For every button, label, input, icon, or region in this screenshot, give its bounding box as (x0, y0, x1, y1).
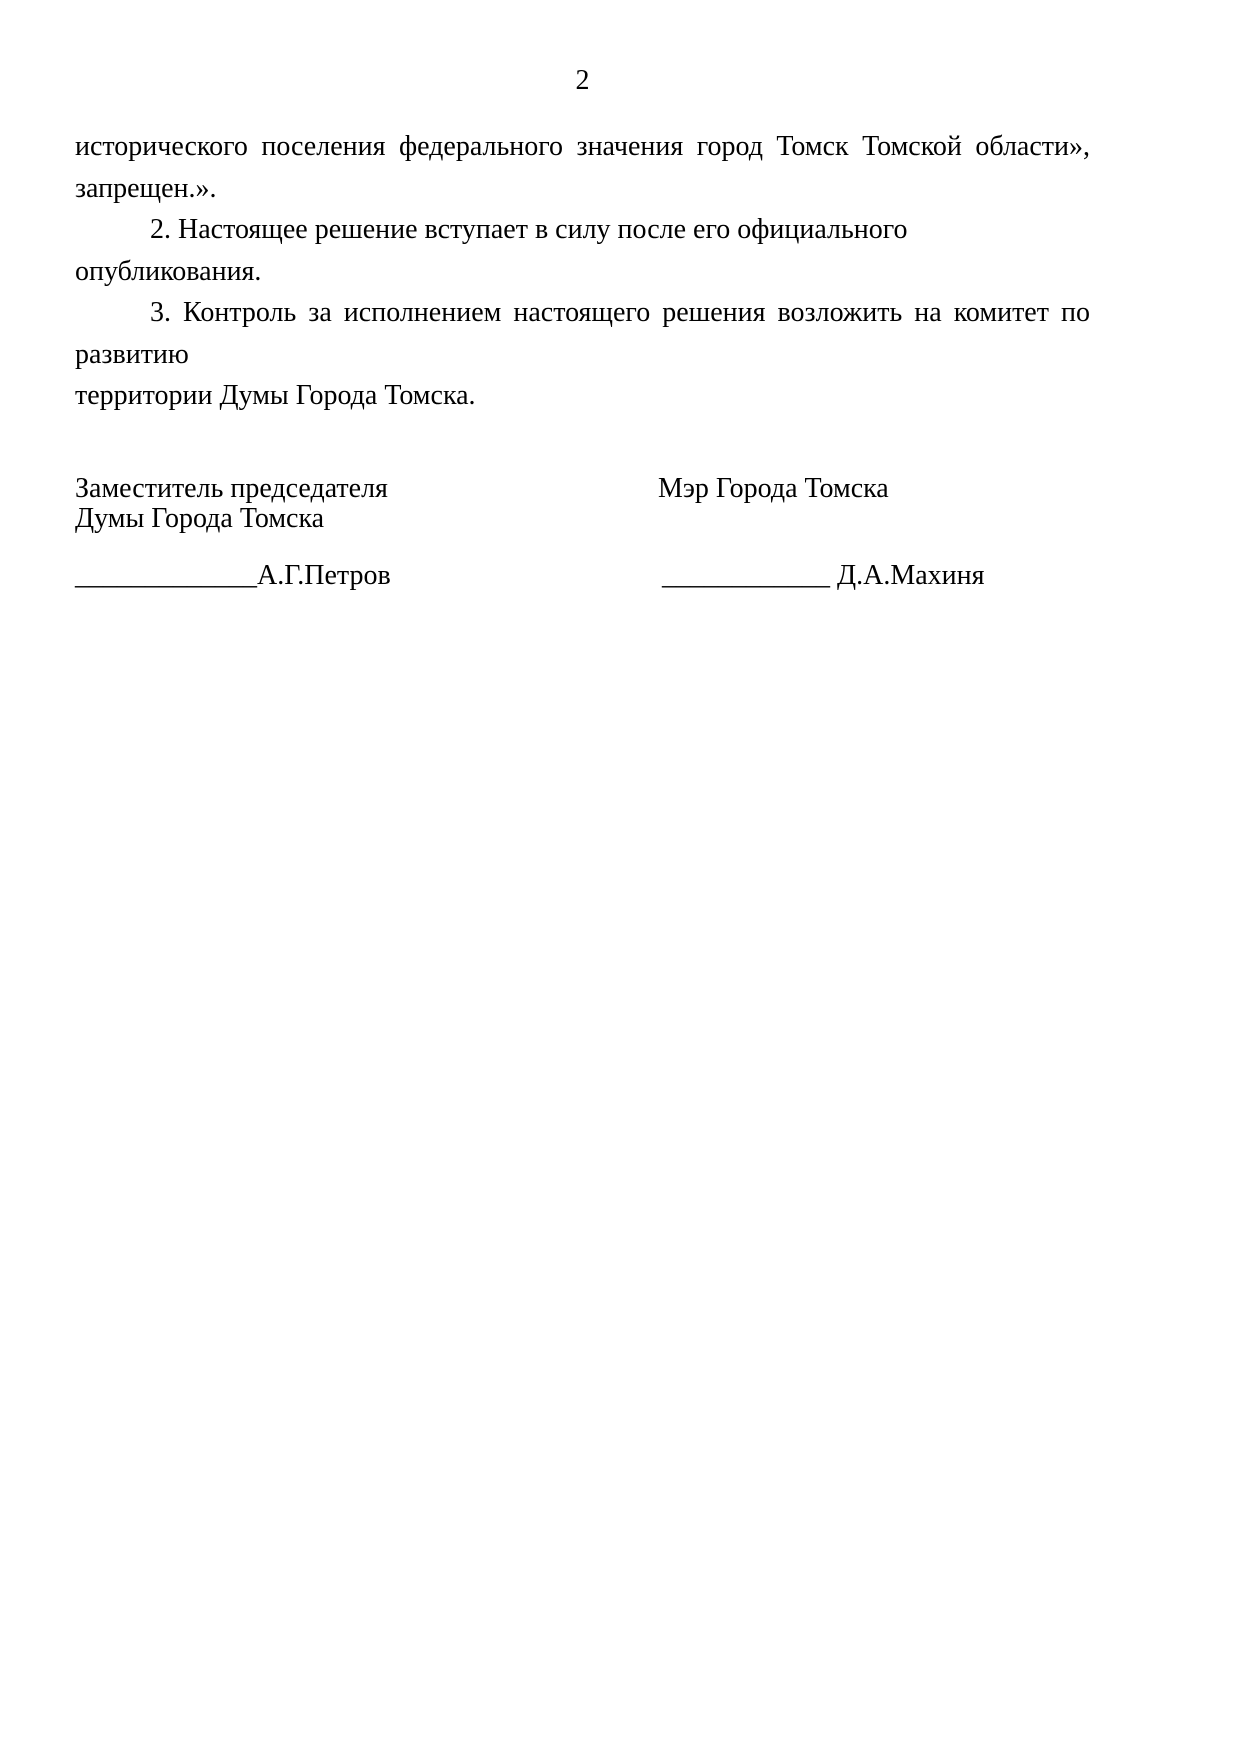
paragraph-3-line-2: территории Думы Города Томска. (75, 380, 476, 411)
signature-title-left-line-2: Думы Города Томска (75, 503, 325, 534)
signature-title-right: Мэр Города Томска (658, 473, 889, 504)
signature-title-left-line-1: Заместитель председателя (75, 473, 388, 504)
paragraph-1-line-2: запрещен.». (75, 172, 217, 204)
page-number: 2 (575, 65, 590, 96)
paragraph-3-line-1: 3. Контроль за исполнением настоящего решения возложить на комитет по развитию (75, 297, 1090, 370)
signature-title-left (75, 474, 388, 534)
document-body (75, 126, 1090, 417)
paragraph-2: 2. Настоящее решение вступает в силу после его официального опубликования. (75, 214, 908, 287)
signature-line-right: ____________ Д.А.Махиня (662, 560, 985, 591)
signature-line-left: _____________А.Г.Петров (75, 560, 391, 591)
paragraph-1-line-1: исторического поселения федерального значения город Томск Томской области», (75, 131, 1090, 162)
